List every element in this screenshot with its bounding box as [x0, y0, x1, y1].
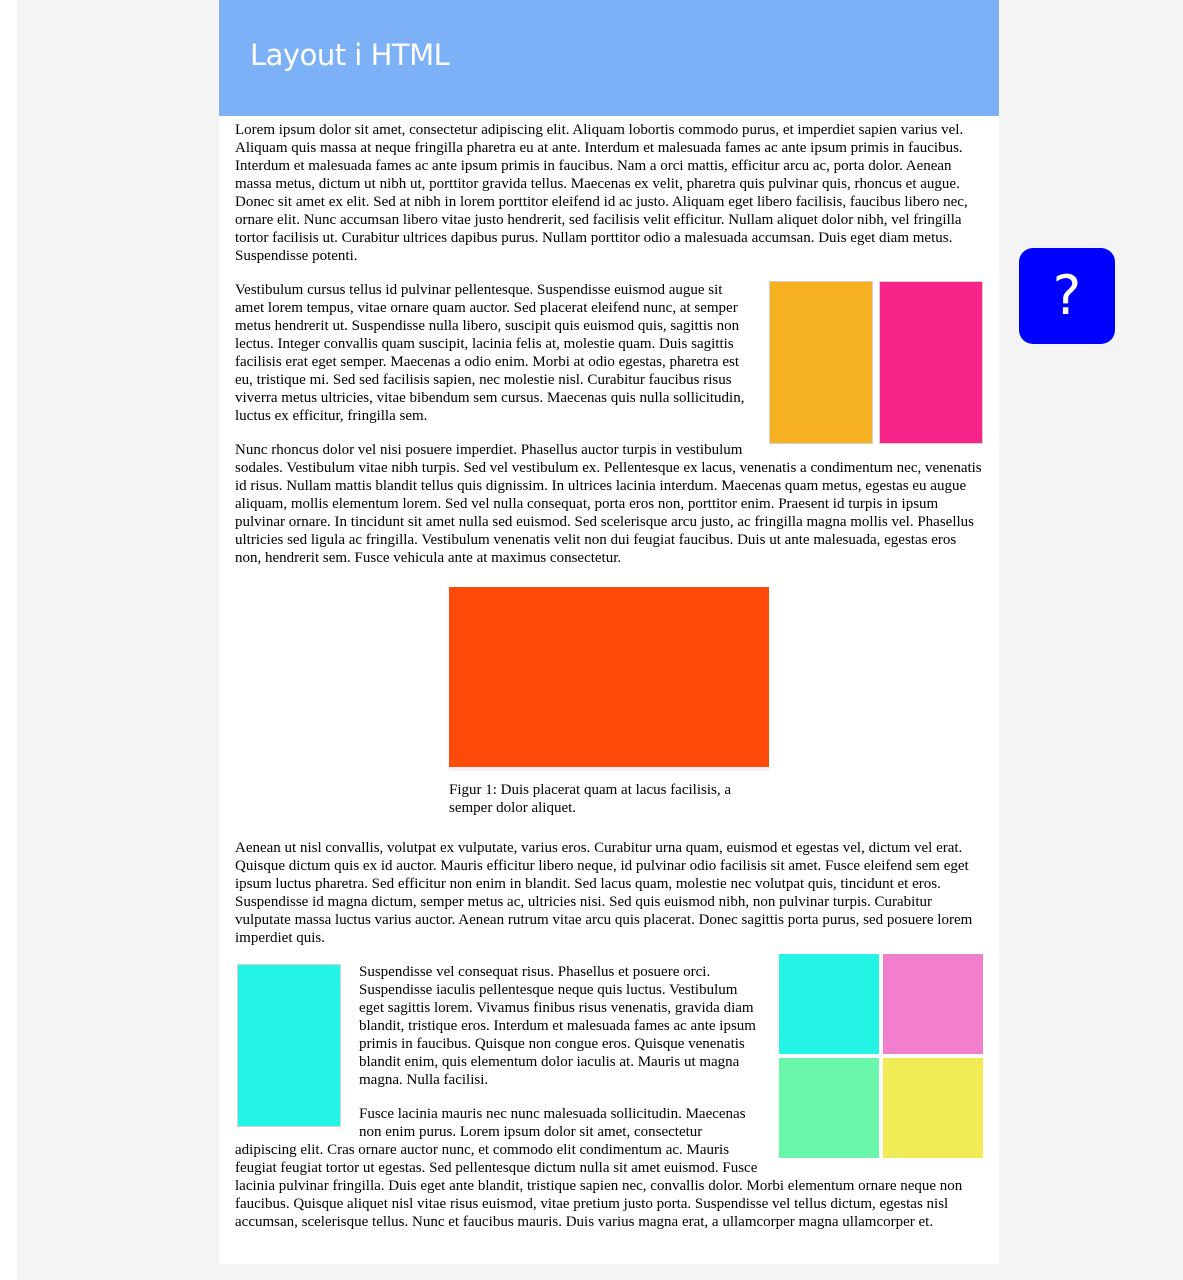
paragraph-4: Aenean ut nisl convallis, volutpat ex vulputate, varius eros. Curabitur urna quam, euismod et egestas vel, dictum vel erat. Quisque dictum quis ex id auctor. Mauris efficitur libero neque, id pulvinar odio facilisis sit amet. Fusce eleifend sem eget ipsum luctus pharetra. Sed efficitur non enim in blandit. Sed lacus quam, molestie nec volutpat quis, tincidunt et eros. Suspendisse id magna dictum, semper metus ac, ultricies nisi. Sed quis euismod nibh, non pulvinar turpis. Curabitur vulputate massa luctus varius auctor. Aenean rutrum vitae arcu quis placerat. Donec sagittis porta purus, sed posuere lorem imperdiet quis.: [235, 840, 973, 946]
paragraph-6: Fusce lacinia mauris nec nunc malesuada sollicitudin. Maecenas non enim purus. Lorem ipsum dolor sit amet, consectetur adipiscing elit. Cras ornare auctor nunc, et commodo elit condimentum ac. Mauris feugiat feugiat tortor ut egestas. Sed pellentesque dictum nulla sit amet euismod. Fusce lacinia pulvinar fringilla. Duis eget ante blandit, tristique sapien nec, convallis dolor. Morbi elementum ornare neque non faucibus. Quisque aliquet nisl vitae risus euismod, vitae pretium justo porta. Suspendisse vel tellus dictum, egestas nisl accumsan, scelerisque tellus. Nunc et faucibus mauris. Duis varius magna erat, a ullamcorper magna ullamcorper et.: [235, 1106, 963, 1230]
orange-box: [769, 281, 873, 444]
grid-yellow-box: [883, 1058, 983, 1158]
pink-box: [879, 281, 983, 444]
figure: [449, 587, 769, 817]
color-box-pair: [769, 281, 983, 444]
grid-green-box: [779, 1058, 879, 1158]
main-content: [219, 116, 999, 1231]
grid-pink-box: [883, 954, 983, 1054]
help-button[interactable]: ?: [1019, 248, 1115, 344]
figure-caption: Figur 1: Duis placerat quam at lacus facilisis, a semper dolor aliquet.: [449, 782, 732, 816]
paragraph-3: Nunc rhoncus dolor vel nisi posuere imperdiet. Phasellus auctor turpis in vestibulum sodales. Vestibulum vitae nibh turpis. Sed vel vestibulum ex. Pellentesque ex lacus, venenatis a condimentum nec, venenatis id risus. Nullam mattis blandit tellus quis dignissim. In ultrices lacinia interdum. Maecenas quam metus, egestas eu augue aliquam, mollis elementum lorem. Sed vel nulla consequat, porta eros non, porttitor enim. Praesent id turpis in ipsum pulvinar ornare. In tincidunt sit amet nulla sed euismod. Sed scelerisque arcu justo, ac fringilla magna mollis vel. Phasellus ultricies sed ligula ac fringilla. Vestibulum venenatis velit non dui feugiat faucibus. Duis ut ante malesuada, egestas eros non, hendrerit sem. Fusce vehicula ante at maximus consectetur.: [235, 442, 982, 566]
paragraph-1: Lorem ipsum dolor sit amet, consectetur adipiscing elit. Aliquam lobortis commodo purus, et imperdiet sapien varius vel. Aliquam quis massa at neque fringilla pharetra eu at ante. Interdum et malesuada fames ac ante ipsum primis in faucibus. Interdum et malesuada fames ac ante ipsum primis in faucibus. Nam a orci mattis, efficitur arcu ac, porta dolor. Aenean massa metus, dictum ut nibh ut, porttitor gravida tellus. Maecenas ex velit, pharetra quis pulvinar quis, rhoncus et augue. Donec sit amet ex elit. Sed at nibh in lorem porttitor eleifend id ac justo. Aliquam eget libero facilisis, faucibus libero nec, ornare elit. Nunc accumsan libero vitae justo hendrerit, sed facilisis velit efficitur. Nullam aliquet dolor nibh, vel fringilla tortor facilisis ut. Curabitur ultrices dapibus purus. Nullam porttitor odio a malesuada accumsan. Duis eget diam metus. Suspendisse potenti.: [235, 122, 968, 264]
page-header: [219, 0, 999, 116]
page-title: Layout i HTML: [250, 38, 450, 72]
cyan-box: [237, 964, 341, 1127]
document-page: [219, 0, 999, 1264]
paragraph-2: Vestibulum cursus tellus id pulvinar pellentesque. Suspendisse euismod augue sit amet lorem tempus, vitae ornare quam auctor. Sed placerat eleifend nunc, at semper metus hendrerit ut. Suspendisse nulla libero, suscipit quis euismod quis, sagittis non lectus. Integer convallis quam suscipit, lacinia felis at, molestie quam. Duis sagittis facilisis erat eget semper. Maecenas a odio enim. Morbi at odio egestas, pharetra est eu, tristique mi. Sed sed facilisis sapien, nec molestie nisl. Curabitur faucibus risus viverra metus ultricies, vitae bibendum sem cursus. Maecenas quis nulla sollicitudin, luctus ex efficitur, fringilla sem.: [235, 282, 745, 424]
color-grid: [779, 954, 983, 1158]
figure-image: [449, 587, 769, 771]
paragraph-5: Suspendisse vel consequat risus. Phasellus et posuere orci. Suspendisse iaculis pellentesque neque quis luctus. Vestibulum eget sagittis lorem. Vivamus finibus risus venenatis, gravida diam blandit, tristique eros. Interdum et malesuada fames ac ante ipsum primis in faucibus. Quisque non congue eros. Quisque venenatis blandit enim, quis elementum dolor iaculis at. Mauris ut magna magna. Nulla facilisi.: [359, 964, 756, 1088]
grid-cyan-box: [779, 954, 879, 1054]
